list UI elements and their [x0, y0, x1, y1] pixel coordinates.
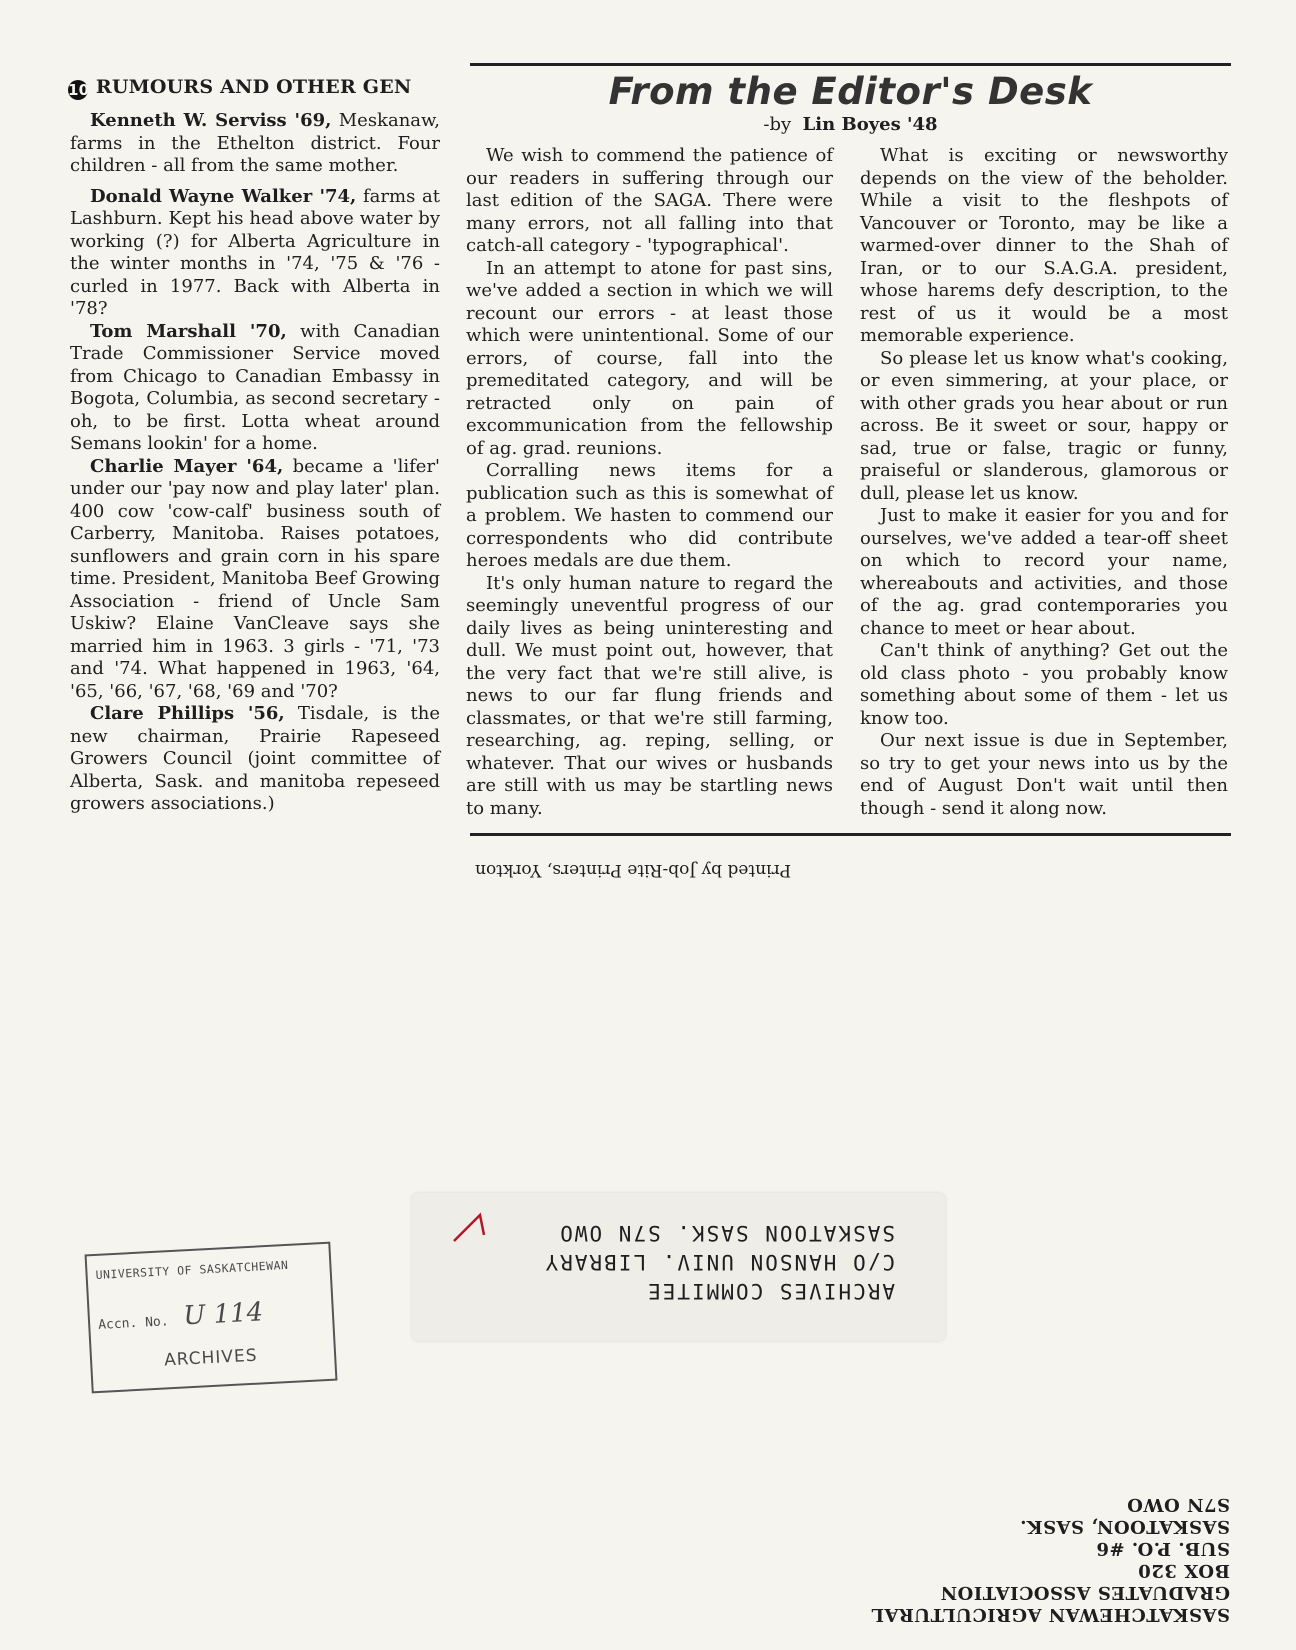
printer-credit: Printed by Job-Rite Printers, Yorkton [475, 860, 792, 880]
stamp-accn-value: U 114 [182, 1297, 264, 1332]
entry-text: Tisdale, is the new chairman, Prairie Rapeseed Growers Council (joint committee of Alberta, Sask. and manitoba repeseed growers associations.) [70, 703, 440, 814]
entry-text: became a 'lifer' under our 'pay now and play later' plan. 400 cow 'cow-calf' business south of Carberry, Manitoba. Raises potatoes, sunflowers and grain corn in his spare time. President, Manitoba Beef Growing Association - friend of Uncle Sam Uskiw? Elaine VanCleave says she married him in 1963. 3 girls - '71, '73 and '74. What happened in 1963, '64, '65, '66, '67, '68, '69 and '70? [70, 455, 441, 702]
editor-byline [470, 114, 1231, 135]
address-line: GRADUATES ASSOCIATION [940, 1582, 1230, 1603]
entry-text: farms at Lashburn. Kept his head above water by working (?) for Alberta Agriculture in the winter months in '74, '75 & '76 - curled in 1977. Back with Alberta in '78? [70, 185, 440, 319]
checkmark-icon [442, 1203, 502, 1248]
editor-column-2 [860, 145, 1228, 820]
address-line: SASKATCHEWAN AGRICULTURAL [870, 1604, 1230, 1625]
rumour-entry [70, 703, 440, 816]
mailing-label [412, 1193, 945, 1341]
rumour-entry [70, 456, 440, 704]
editor-paragraph: It's only human nature to regard the seemingly uneventful progress of our daily lives as being uninteresting and dull. We must point out, however, that the very fact that we're still alive, is news to our far flung friends and classmates, or that we're still farming, researching, ag. reping, selling, or whatever. That our wives or husbands are still with us may be startling news to many. [466, 572, 833, 819]
editor-paragraph: Just to make it easier for you and for ourselves, we've added a tear-off sheet on which to record your name, whereabouts and activities, and those of the ag. grad contemporaries you chance to meet or hear about. [860, 505, 1228, 639]
editor-paragraph: Our next issue is due in September, so try to get your news into us by the end of August Don't wait until then though - send it along now. [860, 730, 1228, 819]
byline-author: Lin Boyes '48 [802, 114, 938, 135]
label-line: C/O HANSON UNIV. LIBRARY [543, 1250, 895, 1274]
editor-paragraph: Can't think of anything? Get out the old class photo - you probably know something about some of them - let us know too. [860, 640, 1228, 729]
top-rule [470, 63, 1231, 66]
rumours-heading-text: RUMOURS AND OTHER GEN [95, 76, 412, 98]
editor-paragraph: In an attempt to atone for past sins, we've added a section in which we will recount our errors - at least those which were unintentional. Some of our errors, of course, fall into the premeditated category, and will be retracted only on pain of excommunication from the fellowship of ag. grad. reunions. [466, 257, 833, 459]
stamp-accn-label: Accn. No. [97, 1314, 170, 1333]
editor-paragraph: We wish to commend the patience of our readers in suffering through our last edition of the SAGA. There were many errors, not all falling into that catch-all category - 'typographical'. [466, 145, 833, 256]
rumours-column [70, 110, 440, 816]
number-icon: 10 [68, 81, 90, 99]
entry-name: Donald Wayne Walker '74, [90, 185, 357, 207]
address-line: BOX 320 [1137, 1560, 1230, 1581]
entry-name: Kenneth W. Serviss '69, [90, 110, 332, 131]
editor-column-1 [466, 145, 833, 820]
entry-name: Charlie Mayer '64, [90, 455, 284, 477]
rumours-heading [68, 76, 411, 100]
stamp-line: ARCHIVES [163, 1345, 259, 1371]
label-line: ARCHIVES COMMITEE [646, 1279, 895, 1303]
editor-paragraph: Corralling news items for a publication such as this is somewhat of a problem. We hasten to commend our correspondents who did contribute heroes medals are due them. [466, 460, 833, 571]
rumour-entry [70, 110, 440, 178]
rumour-entry [70, 186, 440, 321]
address-line: S7N OWO [1126, 1494, 1230, 1515]
bottom-rule [470, 833, 1231, 836]
archive-stamp [85, 1242, 338, 1394]
entry-name: Tom Marshall '70, [90, 320, 287, 342]
entry-text: Meskanaw, farms in the Ethelton district. Four children - all from the same mother. [70, 110, 441, 176]
label-line: SASKATOON SASK. S7N OWO [558, 1221, 895, 1245]
return-address [860, 1475, 1230, 1625]
byline-prefix: -by [763, 114, 792, 135]
address-line: SASKATOON, SASK. [1019, 1516, 1230, 1537]
entry-text: with Canadian Trade Commissioner Service moved from Chicago to Canadian Embassy in Bogota, Columbia, as second secretary - oh, to be first. Lotta wheat around Semans lookin' for a home. [70, 320, 440, 454]
entry-name: Clare Phillips '56, [90, 703, 285, 724]
editor-title: From the Editor's Desk [608, 70, 1093, 113]
stamp-line: UNIVERSITY OF SASKATCHEWAN [95, 1257, 289, 1282]
editor-paragraph: What is exciting or newsworthy depends on the view of the beholder. While a visit to the fleshpots of Vancouver or Toronto, may be like a warmed-over dinner to the Shah of Iran, or to our S.A.G.A. president, whose harems defy description, to the rest of us it would be a most memorable experience. [860, 145, 1228, 346]
address-line: SUB. P.O. #6 [1095, 1538, 1230, 1559]
editor-paragraph: So please let us know what's cooking, or even simmering, at your place, or with other grads you hear about or run across. Be it sweet or sour, happy or sad, true or false, tragic or funny, praiseful or slanderous, glamorous or dull, please let us know. [860, 347, 1228, 504]
rumour-entry [70, 321, 440, 456]
